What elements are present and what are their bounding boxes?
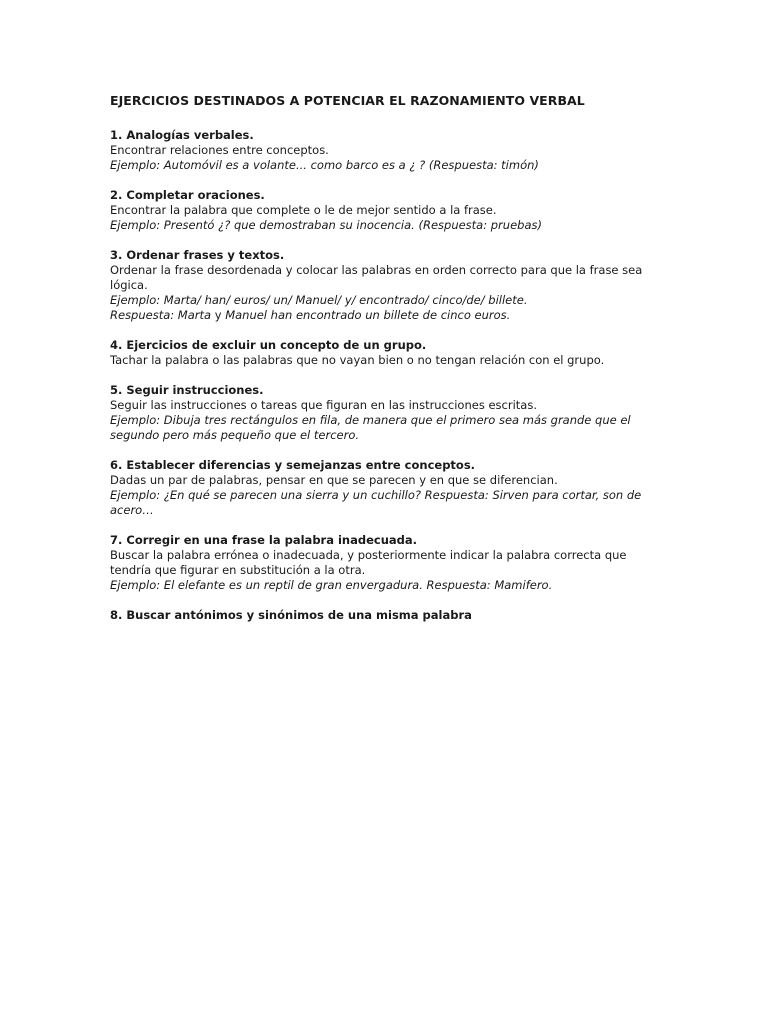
section-completar: [110, 188, 650, 233]
document-title: EJERCICIOS DESTINADOS A POTENCIAR EL RAZONAMIENTO VERBAL: [110, 93, 585, 108]
section-example: Ejemplo: Automóvil es a volante... como barco es a ¿ ? (Respuesta: timón): [110, 158, 539, 172]
section-description-cont: tendría que figurar en substitución a la otra.: [110, 563, 366, 577]
section-example-cont: segundo pero más pequeño que el tercero.: [110, 428, 360, 442]
section-description: Dadas un par de palabras, pensar en que se parecen y en que se diferencian.: [110, 473, 558, 487]
section-diferencias: [110, 458, 650, 518]
section-heading: 6. Establecer diferencias y semejanzas entre conceptos.: [110, 458, 476, 472]
section-example: Ejemplo: Dibuja tres rectángulos en fila, de manera que el primero sea más grande que el: [110, 413, 631, 427]
section-example-cont: acero…: [110, 503, 154, 517]
section-heading: 5. Seguir instrucciones.: [110, 383, 264, 397]
section-description: Tachar la palabra o las palabras que no vayan bien o no tengan relación con el grupo.: [110, 353, 605, 367]
section-description-cont: lógica.: [110, 278, 148, 292]
section-heading: 4. Ejercicios de excluir un concepto de un grupo.: [110, 338, 427, 352]
section-example: Ejemplo: ¿En qué se parecen una sierra y un cuchillo? Respuesta: Sirven para cortar, son de: [110, 488, 642, 502]
section-ordenar: [110, 248, 650, 323]
answer-connector: y: [211, 308, 226, 322]
answer-part: Respuesta: Marta: [110, 308, 212, 322]
section-heading: 7. Corregir en una frase la palabra inadecuada.: [110, 533, 418, 547]
section-description: Encontrar la palabra que complete o le de mejor sentido a la frase.: [110, 203, 497, 217]
section-description: Ordenar la frase desordenada y colocar las palabras en orden correcto para que la frase sea: [110, 263, 643, 277]
section-example: Ejemplo: Presentó ¿? que demostraban su inocencia. (Respuesta: pruebas): [110, 218, 542, 232]
section-heading: 2. Completar oraciones.: [110, 188, 265, 202]
section-heading: 3. Ordenar frases y textos.: [110, 248, 285, 262]
answer-part: Manuel han encontrado un billete de cinco euros.: [225, 308, 511, 322]
section-analogias: [110, 128, 650, 173]
section-corregir: [110, 533, 650, 593]
section-description: Buscar la palabra errónea o inadecuada, y posteriormente indicar la palabra correcta que: [110, 548, 627, 562]
section-example: Ejemplo: El elefante es un reptil de gran envergadura. Respuesta: Mamifero.: [110, 578, 553, 592]
section-antonimos: [110, 608, 650, 623]
section-answer: [110, 308, 650, 323]
section-heading: 1. Analogías verbales.: [110, 128, 254, 142]
section-description: Encontrar relaciones entre conceptos.: [110, 143, 329, 157]
section-heading: 8. Buscar antónimos y sinónimos de una misma palabra: [110, 608, 472, 622]
section-excluir: [110, 338, 650, 368]
section-instrucciones: [110, 383, 650, 443]
section-example: Ejemplo: Marta/ han/ euros/ un/ Manuel/ y/ encontrado/ cinco/de/ billete.: [110, 293, 528, 307]
document-content: [110, 93, 650, 638]
section-description: Seguir las instrucciones o tareas que figuran en las instrucciones escritas.: [110, 398, 537, 412]
